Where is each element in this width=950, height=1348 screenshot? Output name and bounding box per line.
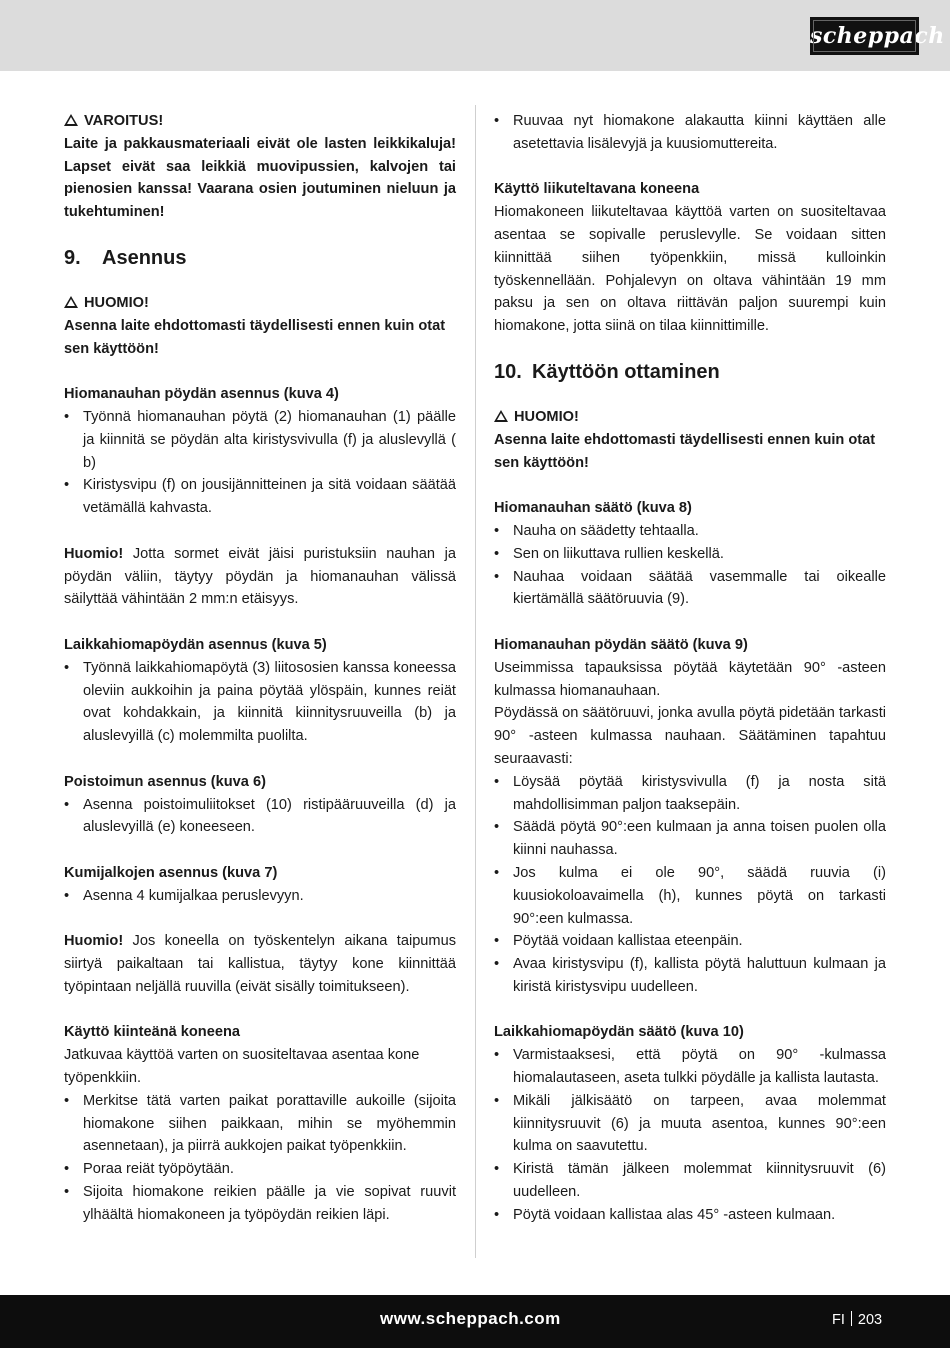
notice-label-line: HUOMIO! — [64, 292, 456, 315]
list-item: • Asenna 4 kumijalkaa peruslevyyn. — [64, 885, 456, 908]
portable-use-text: Hiomakoneen liikuteltavaa käyttöä varten on suositeltavaa asentaa se sopivalle peruslevylle. Se voidaan sitten kiinnittää siihen työpenkkiin, missä kulloinkin työskennellään. Pohjalevyn on oltava vähintään 19 mm paksu ja sen on oltava riittävän paljon suurempi kuin hiomakone, jotta siinä on tilaa kiinnittimille. — [494, 204, 886, 335]
page-number: FI 203 — [832, 1312, 883, 1328]
rubber-feet-heading: Kumijalkojen asennus (kuva 7) — [64, 864, 278, 881]
list-item: • Pöytä voidaan kallistaa alas 45° -asteen kulmaan. — [494, 1204, 886, 1227]
belt-table-adjust-text: Useimmissa tapauksissa pöytää käytetään 90° -asteen kulmassa hiomanauhaan. — [494, 659, 886, 699]
list-item: • Työnnä hiomanauhan pöytä (2) hiomanauhan (1) päälle ja kiinnitä se pöydän alta kiristysvivulla (f) ja aluslevyllä ( b) — [64, 406, 456, 474]
stationary-use-heading: Käyttö kiinteänä koneena — [64, 1024, 240, 1041]
list-item: • Löysää pöytää kiristysvivulla (f) ja nosta sitä mahdollisimman paljon taaksepäin. — [494, 771, 886, 817]
stationary-use-intro: Jatkuvaa käyttöä varten on suositeltavaa asentaa kone työpenkkiin. — [64, 1047, 420, 1087]
list-item: • Mikäli jälkisäätö on tarpeen, avaa molemmat kiinnitysruuvit (6) ja muuta asentoa, kunnes 90°:een kulma on saavutettu. — [494, 1090, 886, 1158]
list-item: • Ruuvaa nyt hiomakone alakautta kiinni käyttäen alle asetettavia lisälevyjä ja kuusiomuttereita. — [494, 110, 886, 156]
list-item: • Säädä pöytä 90°:een kulmaan ja anna toisen puolen olla kiinni nauhassa. — [494, 816, 886, 862]
website-url: www.scheppach.com — [380, 1309, 561, 1328]
left-column — [64, 110, 456, 1227]
list-item: • Merkitse tätä varten paikat porattaville aukoille (sijoita hiomakone siihen paikkaan, mihin se myöhemmin asennetaan), ja piirrä aukkojen paikat työpenkkiin. — [64, 1090, 456, 1158]
note-paragraph: Huomio! Jotta sormet eivät jäisi puristuksiin nauhan ja pöydän väliin, täytyy pöydän ja hiomanauhan välissä säilyttää vähintään 2 mm:n etäisyys. — [64, 545, 456, 608]
disc-table-mount-heading: Laikkahiomapöydän asennus (kuva 5) — [64, 636, 327, 653]
belt-table-adjust-list — [494, 771, 886, 999]
column-divider — [475, 105, 476, 1258]
list-item: • Nauha on säädetty tehtaalla. — [494, 520, 886, 543]
dust-extraction-heading: Poistoimun asennus (kuva 6) — [64, 773, 266, 790]
portable-use-heading: Käyttö liikuteltavana koneena — [494, 181, 700, 198]
scheppach-logo: scheppach — [810, 17, 919, 55]
notice-text: Asenna laite ehdottomasti täydellisesti ennen kuin otat sen käyttöön! — [64, 317, 446, 357]
right-column — [494, 110, 886, 1227]
list-item: • Avaa kiristysvipu (f), kallista pöytä haluttuun kulmaan ja kiristä kiristysvipu uudelleen. — [494, 953, 886, 999]
notice-label-line: HUOMIO! — [494, 406, 886, 429]
belt-table-adjust-heading: Hiomanauhan pöydän säätö (kuva 9) — [494, 636, 748, 653]
list-item: • Poraa reiät työpöytään. — [64, 1158, 456, 1181]
list-item: • Sen on liikuttava rullien keskellä. — [494, 543, 886, 566]
list-item: • Nauhaa voidaan säätää vasemmalle tai oikealle kiertämällä säätöruuvia (9). — [494, 566, 886, 612]
list-item: • Jos kulma ei ole 90°, säädä ruuvia (i) kuusiokoloavaimella (h), kunnes pöytä on tarkasti 90°:een kulmassa. — [494, 862, 886, 930]
belt-adjust-heading: Hiomanauhan säätö (kuva 8) — [494, 500, 692, 517]
list-item: • Työnnä laikkahiomapöytä (3) liitososien kanssa koneessa oleviin aukkoihin ja paina pöytää ylöspäin, kunnes reiät ovat kohdakkain, ja kiinnitä kiinnitysruuveilla (b) ja aluslevyillä (c) molemmilta puolilta. — [64, 657, 456, 748]
section-9-heading: 9. Asennus — [64, 246, 187, 269]
section-10-heading: 10. Käyttöön ottaminen — [494, 360, 720, 383]
list-item: • Pöytää voidaan kallistaa eteenpäin. — [494, 930, 886, 953]
list-item: • Kiristysvipu (f) on jousijännitteinen ja sitä voidaan säätää vetämällä kahvasta. — [64, 474, 456, 520]
notice-text: Asenna laite ehdottomasti täydellisesti ennen kuin otat sen käyttöön! — [494, 431, 876, 471]
warning-triangle-icon — [64, 296, 78, 308]
belt-table-adjust-text: Pöydässä on säätöruuvi, jonka avulla pöytä pidetään tarkasti 90° -asteen kulmassa nauhaan. Säätäminen tapahtuu seuraavasti: — [494, 705, 886, 767]
disc-table-adjust-list — [494, 1044, 886, 1226]
belt-table-mount-heading: Hiomanauhan pöydän asennus (kuva 4) — [64, 386, 339, 403]
warning-text: Laite ja pakkausmateriaali eivät ole lasten leikkikaluja! Lapset eivät saa leikkiä muovipussien, kalvojen tai pienosien kanssa! Vaarana osien joutuminen nieluun ja tukehtuminen! — [64, 135, 456, 221]
warning-label-line: VAROITUS! — [64, 110, 456, 133]
list-item: • Asenna poistoimuliitokset (10) ristipääruuveilla (d) ja aluslevyillä (e) koneeseen. — [64, 794, 456, 840]
warning-triangle-icon — [494, 410, 508, 422]
disc-table-mount-list — [64, 657, 456, 748]
stationary-use-list — [64, 1090, 456, 1227]
belt-table-mount-list — [64, 406, 456, 520]
note-paragraph: Huomio! Jos koneella on työskentelyn aikana taipumus siirtyä paikaltaan tai kallistua, täytyy kone kiinnittää työpintaan neljällä ruuvilla (eivät sisälly toimitukseen). — [64, 933, 456, 995]
list-item: • Sijoita hiomakone reikien päälle ja vie sopivat ruuvit ylhäältä hiomakoneen ja työpöydän reikien läpi. — [64, 1181, 456, 1227]
list-item: • Varmistaaksesi, että pöytä on 90° -kulmassa hiomalautaseen, aseta tulkki pöydälle ja kallista lautasta. — [494, 1044, 886, 1090]
footer-bar — [0, 1295, 950, 1348]
warning-triangle-icon — [64, 114, 78, 126]
list-item: • Kiristä tämän jälkeen molemmat kiinnitysruuvit (6) uudelleen. — [494, 1158, 886, 1204]
header-bar — [0, 0, 950, 71]
belt-adjust-list — [494, 520, 886, 611]
dust-extraction-list — [64, 794, 456, 840]
disc-table-adjust-heading: Laikkahiomapöydän säätö (kuva 10) — [494, 1024, 744, 1041]
mounting-continued-list — [494, 110, 886, 156]
rubber-feet-list — [64, 885, 456, 908]
